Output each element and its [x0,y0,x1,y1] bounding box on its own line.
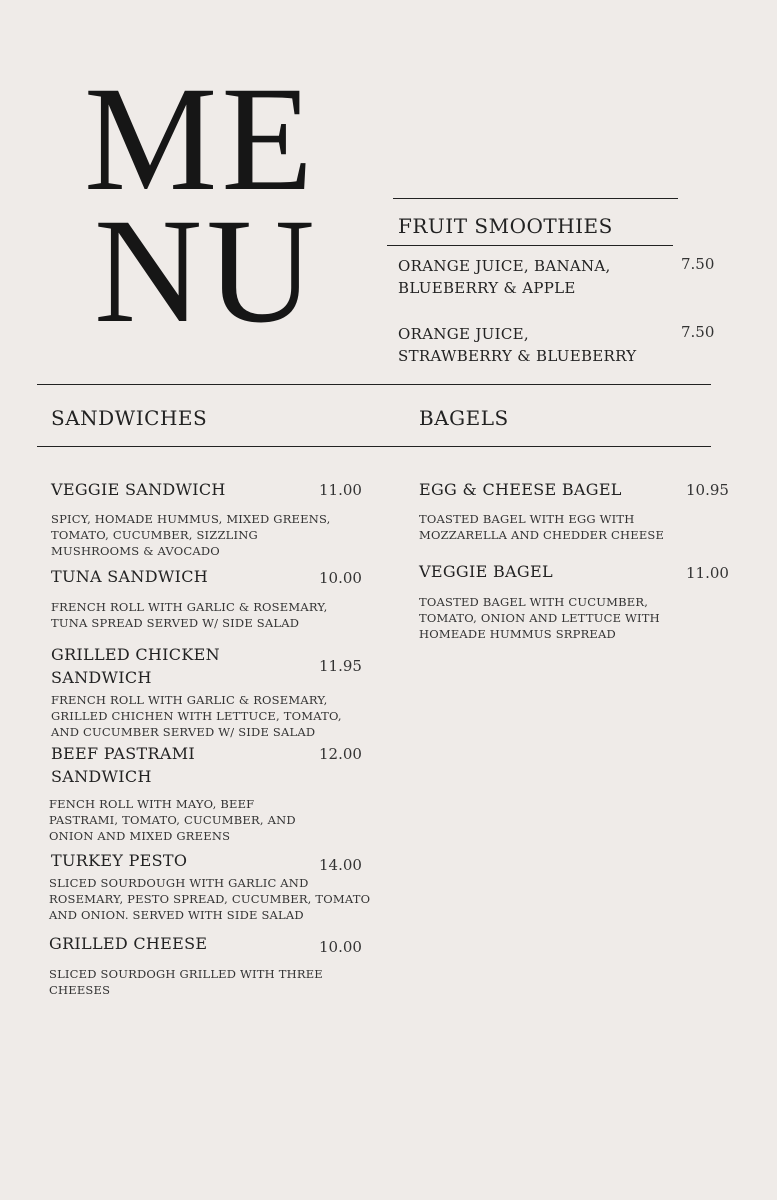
smoothies-top-rule [393,198,678,199]
sandwich-item-price: 10.00 [319,569,362,587]
smoothie-item-name: ORANGE JUICE, BANANA, BLUEBERRY & APPLE [398,257,611,297]
smoothies-section-title: FRUIT SMOOTHIES [398,214,613,238]
bagel-item-name: VEGGIE BAGEL [419,562,553,581]
sandwich-item-description: SPICY, HOMADE HUMMUS, MIXED GREENS, TOMATO, CUCUMBER, SIZZLING MUSHROOMS & AVOCADO [51,512,331,558]
bagel-item-description: TOASTED BAGEL WITH EGG WITH MOZZARELLA AND CHEDDER CHEESE [419,512,665,542]
sandwich-item-price: 14.00 [319,856,362,874]
sandwich-item-name: TURKEY PESTO [51,851,188,870]
bagel-item-description: TOASTED BAGEL WITH CUCUMBER, TOMATO, ONION AND LETTUCE WITH HOMEADE HUMMUS SRPREAD [419,595,660,641]
sandwich-item-name: GRILLED CHICKEN SANDWICH [51,645,220,687]
sandwich-item-description: FENCH ROLL WITH MAYO, BEEF PASTRAMI, TOMATO, CUCUMBER, AND ONION AND MIXED GREENS [49,797,296,843]
sandwich-item-description: SLICED SOURDOGH GRILLED WITH THREE CHEESES [49,967,323,997]
smoothies-title-rule [387,245,673,246]
sandwich-item-description: SLICED SOURDOUGH WITH GARLIC AND ROSEMARY, PESTO SPREAD, CUCUMBER, TOMATO AND ONION. SERVED WITH SIDE SALAD [49,876,371,922]
bagel-item-price: 10.95 [686,481,729,499]
smoothie-item-price: 7.50 [681,255,715,273]
sandwich-item-name: TUNA SANDWICH [51,567,209,586]
smoothie-item-price: 7.50 [681,323,715,341]
sandwich-item-price: 11.00 [319,481,362,499]
bagel-item-price: 11.00 [686,564,729,582]
sandwich-item-name: VEGGIE SANDWICH [51,480,226,499]
sandwich-item-price: 10.00 [319,938,362,956]
sandwich-item-description: FRENCH ROLL WITH GARLIC & ROSEMARY, TUNA SPREAD SERVED W/ SIDE SALAD [51,600,328,630]
smoothie-item-name: ORANGE JUICE, STRAWBERRY & BLUEBERRY [398,325,637,365]
sandwiches-section-title: SANDWICHES [51,406,208,430]
bagels-section-title: BAGELS [419,406,509,430]
sandwich-item-description: FRENCH ROLL WITH GARLIC & ROSEMARY, GRILLED CHICHEN WITH LETTUCE, TOMATO, AND CUCUMBER SERVED W/ SIDE SALAD [51,693,342,739]
bagel-item-name: EGG & CHEESE BAGEL [419,480,622,499]
menu-title-line-1: ME [84,56,317,222]
sandwich-item-name: BEEF PASTRAMI SANDWICH [51,744,195,786]
sandwich-item-price: 11.95 [319,657,362,675]
sections-top-rule [37,384,711,385]
menu-title-line-2: NU [94,188,319,354]
sections-bottom-rule [37,446,711,447]
sandwich-item-price: 12.00 [319,745,362,763]
sandwich-item-name: GRILLED CHEESE [49,934,208,953]
